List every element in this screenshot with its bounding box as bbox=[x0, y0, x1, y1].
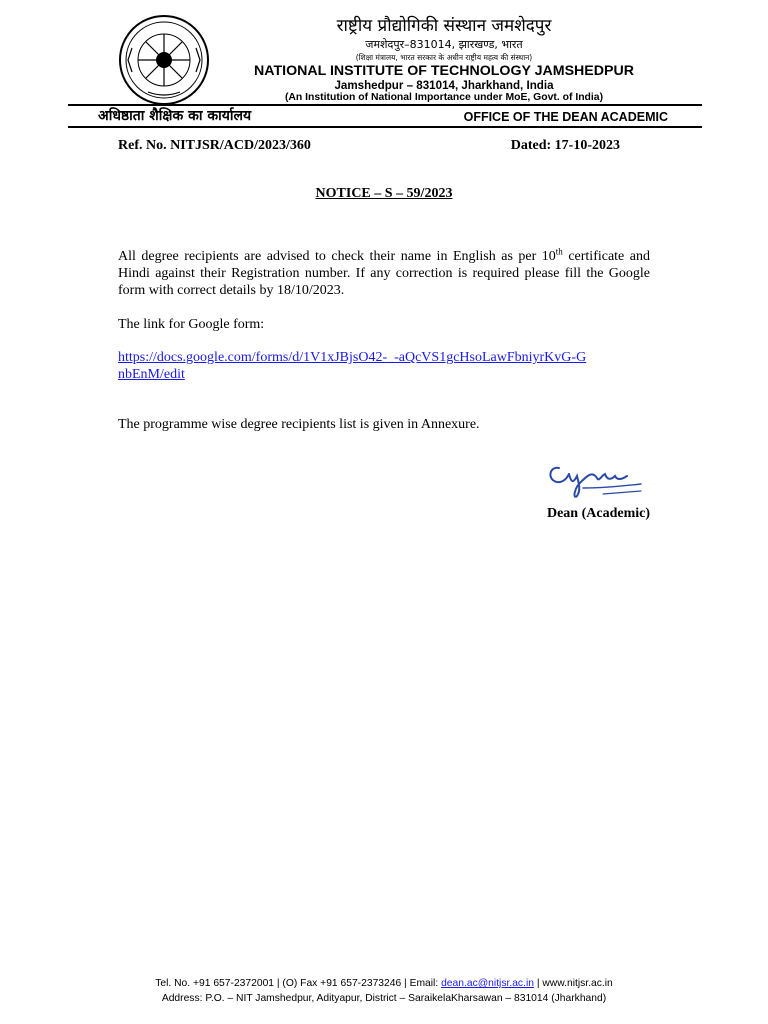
reference-number: Ref. No. NITJSR/ACD/2023/360 bbox=[118, 138, 311, 153]
signatory-title: Dean (Academic) bbox=[546, 506, 650, 521]
notice-date: Dated: 17-10-2023 bbox=[510, 138, 620, 153]
institute-name-hindi: राष्ट्रीय प्रौद्योगिकी संस्थान जमशेदपुर bbox=[336, 16, 552, 36]
institute-subtitle-english: (An Institution of National Importance under MoE, Govt. of India) bbox=[284, 92, 604, 103]
handwritten-signature-icon bbox=[543, 458, 647, 504]
notice-title-text: NOTICE – S – 59/2023 bbox=[315, 186, 453, 201]
notice-paragraph bbox=[118, 248, 650, 299]
institute-logo-icon bbox=[118, 14, 210, 106]
institute-address-english: Jamshedpur – 831014, Jharkhand, India bbox=[334, 79, 554, 92]
office-title-english: OFFICE OF THE DEAN ACADEMIC bbox=[463, 110, 668, 124]
notice-title bbox=[250, 185, 518, 203]
office-title-hindi: अधिष्ठाता शैक्षिक का कार्यालय bbox=[98, 108, 252, 124]
annexure-note: The programme wise degree recipients list is given in Annexure. bbox=[118, 417, 480, 432]
link-intro: The link for Google form: bbox=[118, 317, 265, 332]
google-form-link[interactable]: https://docs.google.com/forms/d/1V1xJBjsO42-_-aQcVS1gcHsoLawFbniyrKvG-GnbEnM/edit bbox=[118, 350, 587, 382]
ordinal-superscript: th bbox=[555, 246, 563, 257]
footer-contact-prefix: Tel. No. +91 657-2372001 | (O) Fax +91 657-2373246 | Email: bbox=[155, 978, 442, 989]
institute-address-hindi: जमशेदपुर–831014, झारखण्ड, भारत bbox=[365, 38, 523, 51]
footer-contact bbox=[0, 977, 768, 991]
institute-subtitle-hindi: (शिक्षा मंत्रालय, भारत सरकार के अधीन राष्ट्रीय महत्व की संस्थान) bbox=[355, 53, 533, 62]
header-bottom-rule bbox=[68, 126, 702, 128]
notice-paragraph-part1: All degree recipients are advised to check their name in English as per 10 bbox=[118, 249, 556, 264]
institute-name-english: NATIONAL INSTITUTE OF TECHNOLOGY JAMSHEDPUR bbox=[254, 63, 634, 79]
footer-address: Address: P.O. – NIT Jamshedpur, Adityapur, District – SaraikelaKharsawan – 831014 (Jharkhand) bbox=[161, 993, 607, 1004]
notice-paragraph-part2: certificate and Hindi against their Registration number. If any correction is required please fill the Google form with correct details by 18/10/2023. bbox=[118, 249, 650, 298]
footer-contact-suffix: | www.nitjsr.ac.in bbox=[533, 978, 613, 989]
footer-email-link[interactable]: dean.ac@nitjsr.ac.in bbox=[441, 978, 534, 989]
